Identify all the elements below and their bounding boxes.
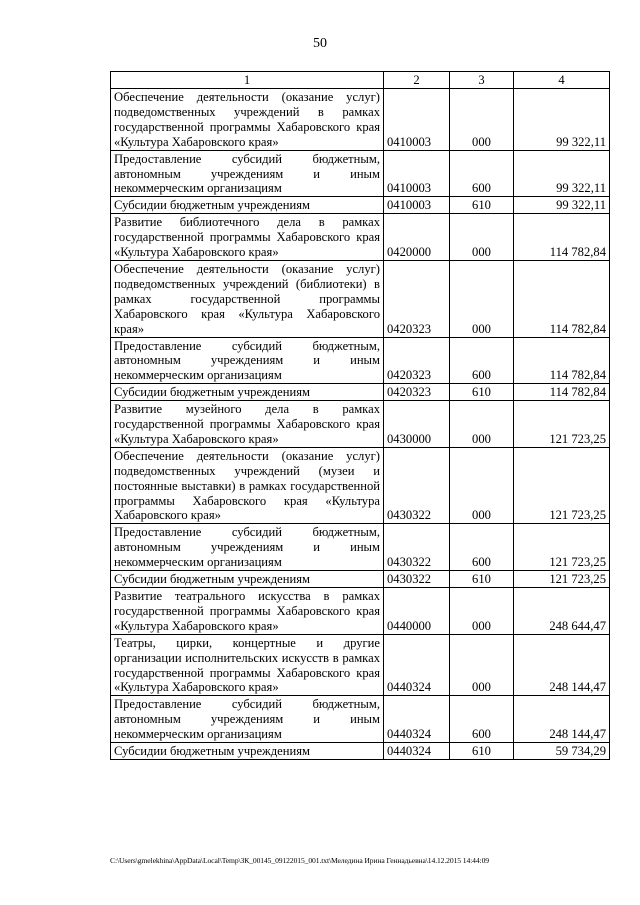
- table-row: [111, 696, 610, 743]
- row-sum: 121 723,25: [514, 524, 610, 571]
- row-sum: 121 723,25: [514, 447, 610, 524]
- row-sum: 114 782,84: [514, 337, 610, 384]
- row-sum: 248 644,47: [514, 588, 610, 635]
- row-code: 0430000: [384, 401, 450, 448]
- row-sum: 59 734,29: [514, 743, 610, 760]
- row-name: Развитие библиотечного дела в рамках государственной программы Хабаровского края «Культура Хабаровского края»: [111, 214, 384, 261]
- row-sum: 99 322,11: [514, 197, 610, 214]
- row-sum: 248 144,47: [514, 634, 610, 696]
- row-code: 0440324: [384, 743, 450, 760]
- row-sum: 114 782,84: [514, 214, 610, 261]
- table-row: [111, 571, 610, 588]
- row-vr: 000: [450, 634, 514, 696]
- row-code: 0420323: [384, 384, 450, 401]
- row-sum: 99 322,11: [514, 89, 610, 151]
- row-code: 0440324: [384, 696, 450, 743]
- row-vr: 600: [450, 150, 514, 197]
- table-row: [111, 588, 610, 635]
- row-name: Обеспечение деятельности (оказание услуг) подведомственных учреждений (библиотеки) в рамках государственной программы Хабаровского края «Культура Хабаровского края»: [111, 260, 384, 337]
- table-row: [111, 150, 610, 197]
- row-name: Субсидии бюджетным учреждениям: [111, 197, 384, 214]
- row-vr: 610: [450, 384, 514, 401]
- table-row: [111, 260, 610, 337]
- table-row: [111, 447, 610, 524]
- budget-table: [110, 71, 610, 760]
- row-sum: 114 782,84: [514, 384, 610, 401]
- table-row: [111, 197, 610, 214]
- row-sum: 248 144,47: [514, 696, 610, 743]
- row-code: 0420000: [384, 214, 450, 261]
- table-row: [111, 89, 610, 151]
- table-row: [111, 634, 610, 696]
- row-name: Предоставление субсидий бюджетным, автономным учреждениям и иным некоммерческим организациям: [111, 524, 384, 571]
- row-vr: 600: [450, 524, 514, 571]
- row-name: Развитие музейного дела в рамках государственной программы Хабаровского края «Культура Хабаровского края»: [111, 401, 384, 448]
- row-name: Театры, цирки, концертные и другие организации исполнительских искусств в рамках государственной программы Хабаровского края «Культура Хабаровского края»: [111, 634, 384, 696]
- row-vr: 610: [450, 571, 514, 588]
- table-row: [111, 337, 610, 384]
- row-code: 0440324: [384, 634, 450, 696]
- row-code: 0420323: [384, 337, 450, 384]
- row-vr: 600: [450, 337, 514, 384]
- table-row: [111, 524, 610, 571]
- file-path-footer: C:\Users\gmelekhina\AppData\Local\Temp\ЗК_00145_09122015_001.txt\Меледина Ирина Геннадьевна\14.12.2015 14:44:09: [110, 856, 489, 865]
- row-name: Обеспечение деятельности (оказание услуг) подведомственных учреждений (музеи и постоянные выставки) в рамках государственной программы Хабаровского края «Культура Хабаровского края»: [111, 447, 384, 524]
- column-header-name: 1: [111, 72, 384, 89]
- row-vr: 610: [450, 743, 514, 760]
- row-code: 0410003: [384, 150, 450, 197]
- row-code: 0430322: [384, 447, 450, 524]
- column-header-sum: 4: [514, 72, 610, 89]
- row-vr: 000: [450, 447, 514, 524]
- row-vr: 000: [450, 588, 514, 635]
- row-code: 0440000: [384, 588, 450, 635]
- table-row: [111, 384, 610, 401]
- table-row: [111, 214, 610, 261]
- row-sum: 121 723,25: [514, 571, 610, 588]
- row-vr: 000: [450, 89, 514, 151]
- row-name: Предоставление субсидий бюджетным, автономным учреждениям и иным некоммерческим организациям: [111, 150, 384, 197]
- table-row: [111, 743, 610, 760]
- row-name: Субсидии бюджетным учреждениям: [111, 743, 384, 760]
- page-number: 50: [313, 36, 327, 51]
- row-name: Развитие театрального искусства в рамках государственной программы Хабаровского края «Культура Хабаровского края»: [111, 588, 384, 635]
- row-name: Обеспечение деятельности (оказание услуг) подведомственных учреждений в рамках государственной программы Хабаровского края «Культура Хабаровского края»: [111, 89, 384, 151]
- table-row: [111, 401, 610, 448]
- row-code: 0410003: [384, 89, 450, 151]
- row-name: Субсидии бюджетным учреждениям: [111, 384, 384, 401]
- row-vr: 600: [450, 696, 514, 743]
- row-code: 0420323: [384, 260, 450, 337]
- row-code: 0430322: [384, 571, 450, 588]
- row-vr: 000: [450, 260, 514, 337]
- row-name: Субсидии бюджетным учреждениям: [111, 571, 384, 588]
- row-code: 0410003: [384, 197, 450, 214]
- row-sum: 114 782,84: [514, 260, 610, 337]
- row-vr: 610: [450, 197, 514, 214]
- row-code: 0430322: [384, 524, 450, 571]
- row-name: Предоставление субсидий бюджетным, автономным учреждениям и иным некоммерческим организациям: [111, 696, 384, 743]
- column-header-vr: 3: [450, 72, 514, 89]
- table-header-row: [111, 72, 610, 89]
- row-sum: 99 322,11: [514, 150, 610, 197]
- row-sum: 121 723,25: [514, 401, 610, 448]
- row-name: Предоставление субсидий бюджетным, автономным учреждениям и иным некоммерческим организациям: [111, 337, 384, 384]
- row-vr: 000: [450, 401, 514, 448]
- row-vr: 000: [450, 214, 514, 261]
- column-header-code: 2: [384, 72, 450, 89]
